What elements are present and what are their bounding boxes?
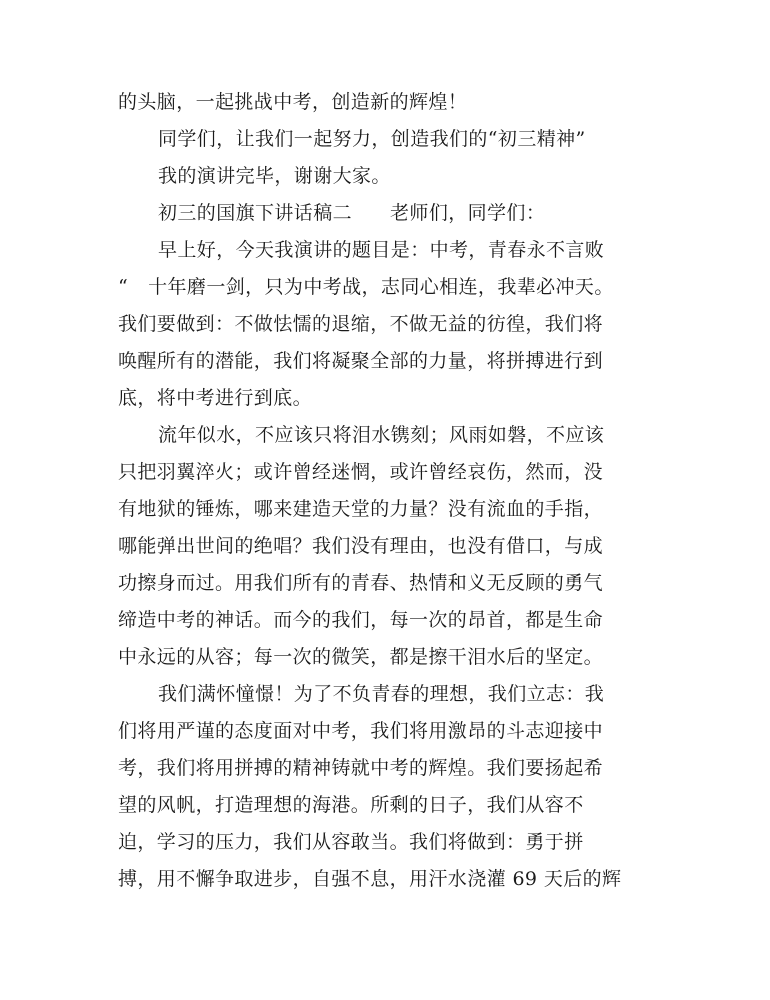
text-line: 功擦身而过。用我们所有的青春、热情和义无反顾的勇气 [118,572,604,594]
text-line: 只把羽翼淬火；或许曾经迷惘，或许曾经哀伤，然而，没 [118,461,604,483]
text-line: 唤醒所有的潜能，我们将凝聚全部的力量，将拼搏进行到 [118,350,604,372]
text-line: 我们要做到：不做怯懦的退缩，不做无益的彷徨，我们将 [118,313,604,335]
salutation: 老师们，同学们： [390,202,546,224]
text-line: 迫，学习的压力，我们从容敢当。我们将做到：勇于拼 [118,831,584,853]
text-line: 们将用严谨的态度面对中考，我们将用激昂的斗志迎接中 [118,720,604,742]
text-line: 考，我们将用拼搏的精神铸就中考的辉煌。我们要扬起希 [118,757,604,779]
text-line: 早上好，今天我演讲的题目是：中考，青春永不言败 [158,239,605,261]
text-line: 中永远的从容；每一次的微笑，都是擦干泪水后的坚定。 [118,646,604,668]
text-line: 底，将中考进行到底。 [118,387,313,409]
section-title: 初三的国旗下讲话稿二 [158,202,353,224]
heading-line [158,201,545,225]
text-line: 同学们，让我们一起努力，创造我们的“初三精神” [158,128,586,150]
quote-mark: “ [118,276,129,298]
text-line: 望的风帆，打造理想的海港。所剩的日子，我们从容不 [118,794,584,816]
text-line [118,275,614,299]
text-line: 的头脑，一起挑战中考，创造新的辉煌！ [118,91,468,113]
text-line: 我的演讲完毕，谢谢大家。 [158,165,391,187]
text-line: 缔造中考的神话。而今的我们，每一次的昂首，都是生命 [118,609,604,631]
text-line: 我们满怀憧憬！为了不负青春的理想，我们立志：我 [158,683,605,705]
text-line: 有地狱的锤炼，哪来建造天堂的力量？没有流血的手指， [118,498,604,520]
text-line: 搏，用不懈争取进步，自强不息，用汗水浇灌 69 天后的辉 [118,868,622,890]
text-line: 哪能弹出世间的绝唱？我们没有理由，也没有借口，与成 [118,535,604,557]
text-line: 流年似水，不应该只将泪水镌刻；风雨如磐，不应该 [158,424,605,446]
slogan-text: 十年磨一剑，只为中考战，志同心相连，我辈必冲天。 [148,276,614,298]
